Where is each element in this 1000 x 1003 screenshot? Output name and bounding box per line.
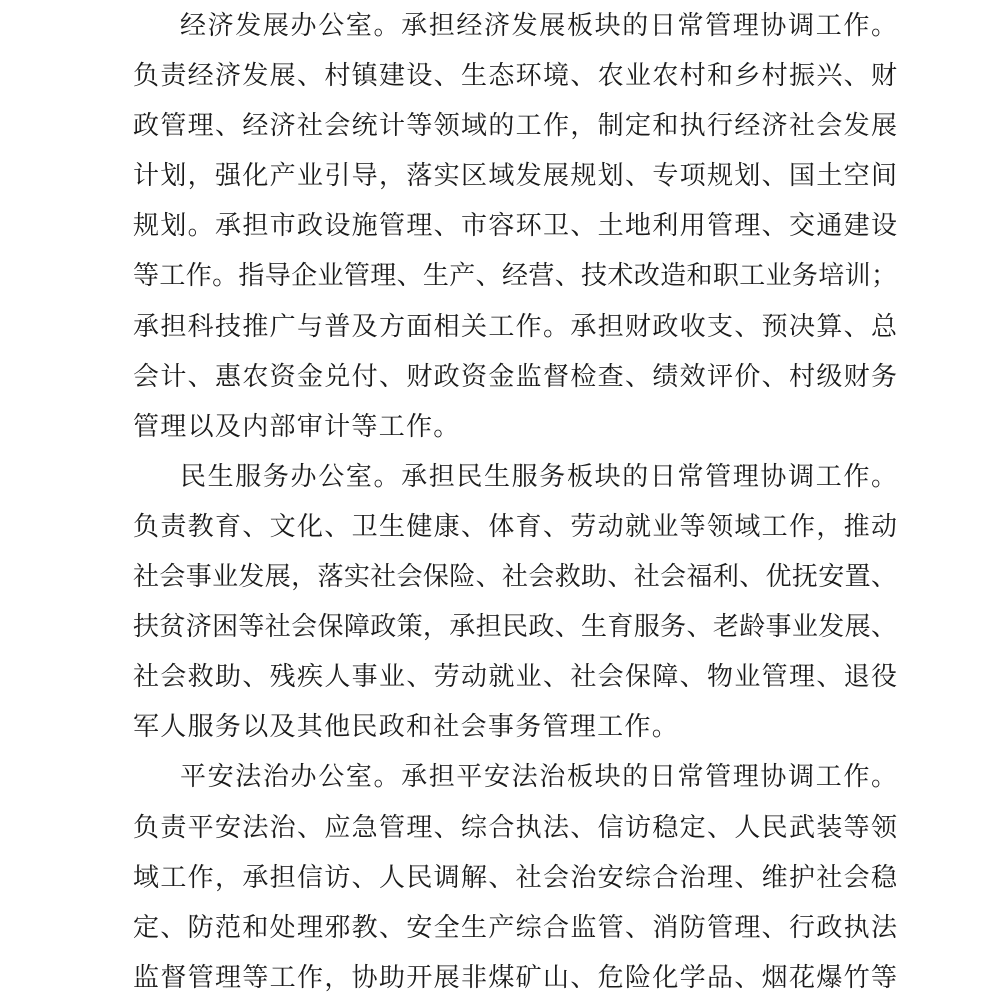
text-line: 定、防范和处理邪教、安全生产综合监管、消防管理、行政执法 [133, 912, 897, 942]
text-line: 社会事业发展，落实社会保险、社会救助、社会福利、优抚安置、 [133, 562, 897, 592]
paragraph-peace-and-rule-of-law-office [133, 752, 897, 1002]
text-line: 计划，强化产业引导，落实区域发展规划、专项规划、国土空间 [133, 161, 897, 191]
text-line: 域工作，承担信访、人民调解、社会治安综合治理、维护社会稳 [133, 862, 897, 892]
paragraph-economic-development-office [133, 1, 897, 452]
text-line: 监督管理等工作，协助开展非煤矿山、危险化学品、烟花爆竹等 [133, 962, 897, 992]
text-line: 负责平安法治、应急管理、综合执法、信访稳定、人民武装等领 [133, 812, 897, 842]
text-line: 管理以及内部审计等工作。 [133, 411, 461, 441]
text-line: 会计、惠农资金兑付、财政资金监督检查、绩效评价、村级财务 [133, 361, 897, 391]
text-line: 承担科技推广与普及方面相关工作。承担财政收支、预决算、总 [133, 311, 897, 341]
text-line: 军人服务以及其他民政和社会事务管理工作。 [133, 712, 680, 742]
text-line: 扶贫济困等社会保障政策，承担民政、生育服务、老龄事业发展、 [133, 612, 897, 642]
text-line: 负责教育、文化、卫生健康、体育、劳动就业等领域工作，推动 [133, 511, 897, 541]
text-line: 民生服务办公室。承担民生服务板块的日常管理协调工作。 [180, 461, 897, 491]
text-line: 经济发展办公室。承担经济发展板块的日常管理协调工作。 [180, 11, 897, 40]
text-line: 等工作。指导企业管理、生产、经营、技术改造和职工业务培训； [133, 261, 897, 291]
text-line: 平安法治办公室。承担平安法治板块的日常管理协调工作。 [180, 762, 897, 792]
text-line: 社会救助、残疾人事业、劳动就业、社会保障、物业管理、退役 [133, 662, 897, 692]
paragraph-livelihood-services-office [133, 452, 897, 753]
text-line: 政管理、经济社会统计等领域的工作，制定和执行经济社会发展 [133, 111, 897, 141]
text-line: 负责经济发展、村镇建设、生态环境、农业农村和乡村振兴、财 [133, 61, 897, 91]
text-line: 规划。承担市政设施管理、市容环卫、土地利用管理、交通建设 [133, 211, 897, 241]
